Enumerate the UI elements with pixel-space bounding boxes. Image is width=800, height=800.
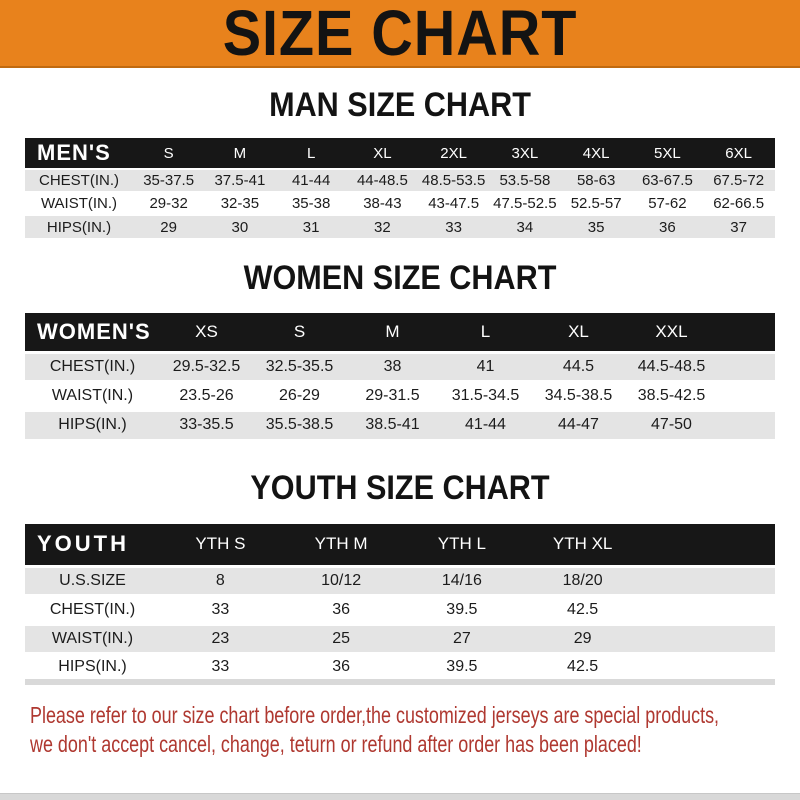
women-table-row [25, 381, 775, 410]
women-column-header: M [346, 313, 439, 352]
youth-size-value: 33 [160, 653, 281, 682]
filler-cell [774, 192, 775, 215]
women-size-value: 41 [439, 352, 532, 381]
women-row-label: CHEST(IN.) [25, 352, 160, 381]
women-column-header: XS [160, 313, 253, 352]
man-header-row [25, 138, 775, 169]
man-column-header: L [276, 138, 347, 169]
youth-column-header: YTH XL [522, 524, 643, 566]
banner [0, 0, 800, 68]
filler-cell [774, 138, 775, 169]
man-row-label: HIPS(IN.) [25, 215, 133, 238]
man-size-value: 29 [133, 215, 204, 238]
women-size-value: 44.5-48.5 [625, 352, 718, 381]
youth-section-heading: YOUTH SIZE CHART [250, 469, 550, 507]
women-section-heading: WOMEN SIZE CHART [243, 259, 557, 297]
man-size-value: 35-38 [276, 192, 347, 215]
filler-cell [718, 381, 775, 410]
youth-size-value: 42.5 [522, 595, 643, 624]
youth-size-value: 25 [281, 624, 402, 653]
youth-column-header: YTH M [281, 524, 402, 566]
man-size-value: 67.5-72 [703, 169, 774, 192]
youth-table-row [25, 624, 775, 653]
women-size-value: 38 [346, 352, 439, 381]
section-youth [0, 471, 800, 685]
youth-table-label: YOUTH [25, 524, 160, 566]
man-size-value: 33 [418, 215, 489, 238]
bottom-strip [0, 793, 800, 800]
filler-cell [643, 595, 775, 624]
women-size-value: 38.5-41 [346, 410, 439, 439]
women-size-value: 34.5-38.5 [532, 381, 625, 410]
man-column-header: 3XL [489, 138, 560, 169]
women-size-value: 44.5 [532, 352, 625, 381]
women-column-header: S [253, 313, 346, 352]
man-column-header: S [133, 138, 204, 169]
youth-column-header: YTH L [402, 524, 523, 566]
youth-size-value: 27 [402, 624, 523, 653]
women-column-header: L [439, 313, 532, 352]
section-women [0, 261, 800, 439]
filler-cell [774, 169, 775, 192]
youth-table-row [25, 653, 775, 682]
filler-cell [718, 313, 775, 352]
man-size-value: 34 [489, 215, 560, 238]
women-column-header: XXL [625, 313, 718, 352]
filler-cell [643, 524, 775, 566]
man-size-value: 30 [204, 215, 275, 238]
youth-row-label: WAIST(IN.) [25, 624, 160, 653]
section-man [0, 88, 800, 238]
youth-size-table [25, 524, 775, 685]
man-size-value: 37.5-41 [204, 169, 275, 192]
man-column-header: 5XL [632, 138, 703, 169]
youth-size-value: 39.5 [402, 653, 523, 682]
man-size-value: 63-67.5 [632, 169, 703, 192]
youth-row-label: HIPS(IN.) [25, 653, 160, 682]
man-size-value: 35-37.5 [133, 169, 204, 192]
man-column-header: XL [347, 138, 418, 169]
youth-size-value: 29 [522, 624, 643, 653]
man-size-value: 31 [276, 215, 347, 238]
footer-notice [0, 701, 800, 759]
women-table-row [25, 410, 775, 439]
women-size-value: 31.5-34.5 [439, 381, 532, 410]
filler-cell [718, 352, 775, 381]
women-size-value: 38.5-42.5 [625, 381, 718, 410]
youth-size-value: 33 [160, 595, 281, 624]
youth-table-row [25, 566, 775, 595]
man-column-header: 2XL [418, 138, 489, 169]
women-size-value: 35.5-38.5 [253, 410, 346, 439]
man-size-value: 32 [347, 215, 418, 238]
size-chart-sections [0, 88, 800, 685]
youth-size-value: 8 [160, 566, 281, 595]
youth-size-value: 10/12 [281, 566, 402, 595]
women-size-value: 23.5-26 [160, 381, 253, 410]
women-size-value: 26-29 [253, 381, 346, 410]
filler-cell [718, 410, 775, 439]
man-size-table [25, 138, 775, 238]
women-size-value: 33-35.5 [160, 410, 253, 439]
women-row-label: HIPS(IN.) [25, 410, 160, 439]
man-table-row [25, 192, 775, 215]
filler-cell [643, 624, 775, 653]
filler-cell [643, 566, 775, 595]
man-table-row [25, 215, 775, 238]
man-column-header: 6XL [703, 138, 774, 169]
women-size-value: 32.5-35.5 [253, 352, 346, 381]
filler-cell [643, 653, 775, 682]
youth-size-value: 39.5 [402, 595, 523, 624]
man-size-value: 58-63 [561, 169, 632, 192]
man-size-value: 62-66.5 [703, 192, 774, 215]
youth-header-row [25, 524, 775, 566]
man-row-label: CHEST(IN.) [25, 169, 133, 192]
youth-row-label: U.S.SIZE [25, 566, 160, 595]
man-size-value: 53.5-58 [489, 169, 560, 192]
women-size-value: 44-47 [532, 410, 625, 439]
youth-size-value: 23 [160, 624, 281, 653]
man-size-value: 35 [561, 215, 632, 238]
notice-line-1: Please refer to our size chart before order,the customized jerseys are special products, [30, 702, 720, 728]
man-size-value: 44-48.5 [347, 169, 418, 192]
women-table-row [25, 352, 775, 381]
man-size-value: 48.5-53.5 [418, 169, 489, 192]
youth-column-header: YTH S [160, 524, 281, 566]
youth-row-label: CHEST(IN.) [25, 595, 160, 624]
women-column-header: XL [532, 313, 625, 352]
filler-cell [774, 215, 775, 238]
women-size-value: 29.5-32.5 [160, 352, 253, 381]
women-table-label: WOMEN'S [25, 313, 160, 352]
page-title: SIZE CHART [222, 0, 578, 68]
man-size-value: 32-35 [204, 192, 275, 215]
youth-size-value: 36 [281, 595, 402, 624]
youth-size-value: 18/20 [522, 566, 643, 595]
man-size-value: 43-47.5 [418, 192, 489, 215]
man-size-value: 52.5-57 [561, 192, 632, 215]
man-section-heading: MAN SIZE CHART [269, 86, 531, 124]
man-size-value: 38-43 [347, 192, 418, 215]
women-size-value: 41-44 [439, 410, 532, 439]
man-size-value: 29-32 [133, 192, 204, 215]
youth-size-value: 14/16 [402, 566, 523, 595]
man-size-value: 41-44 [276, 169, 347, 192]
man-column-header: 4XL [561, 138, 632, 169]
man-table-label: MEN'S [25, 138, 133, 169]
youth-size-value: 36 [281, 653, 402, 682]
man-table-row [25, 169, 775, 192]
notice-line-2: we don't accept cancel, change, teturn or refund after order has been placed! [30, 731, 642, 757]
women-header-row [25, 313, 775, 352]
man-row-label: WAIST(IN.) [25, 192, 133, 215]
man-size-value: 57-62 [632, 192, 703, 215]
women-size-value: 29-31.5 [346, 381, 439, 410]
man-size-value: 37 [703, 215, 774, 238]
man-column-header: M [204, 138, 275, 169]
youth-table-row [25, 595, 775, 624]
man-size-value: 36 [632, 215, 703, 238]
women-row-label: WAIST(IN.) [25, 381, 160, 410]
women-size-value: 47-50 [625, 410, 718, 439]
youth-size-value: 42.5 [522, 653, 643, 682]
man-size-value: 47.5-52.5 [489, 192, 560, 215]
women-size-table [25, 313, 775, 439]
